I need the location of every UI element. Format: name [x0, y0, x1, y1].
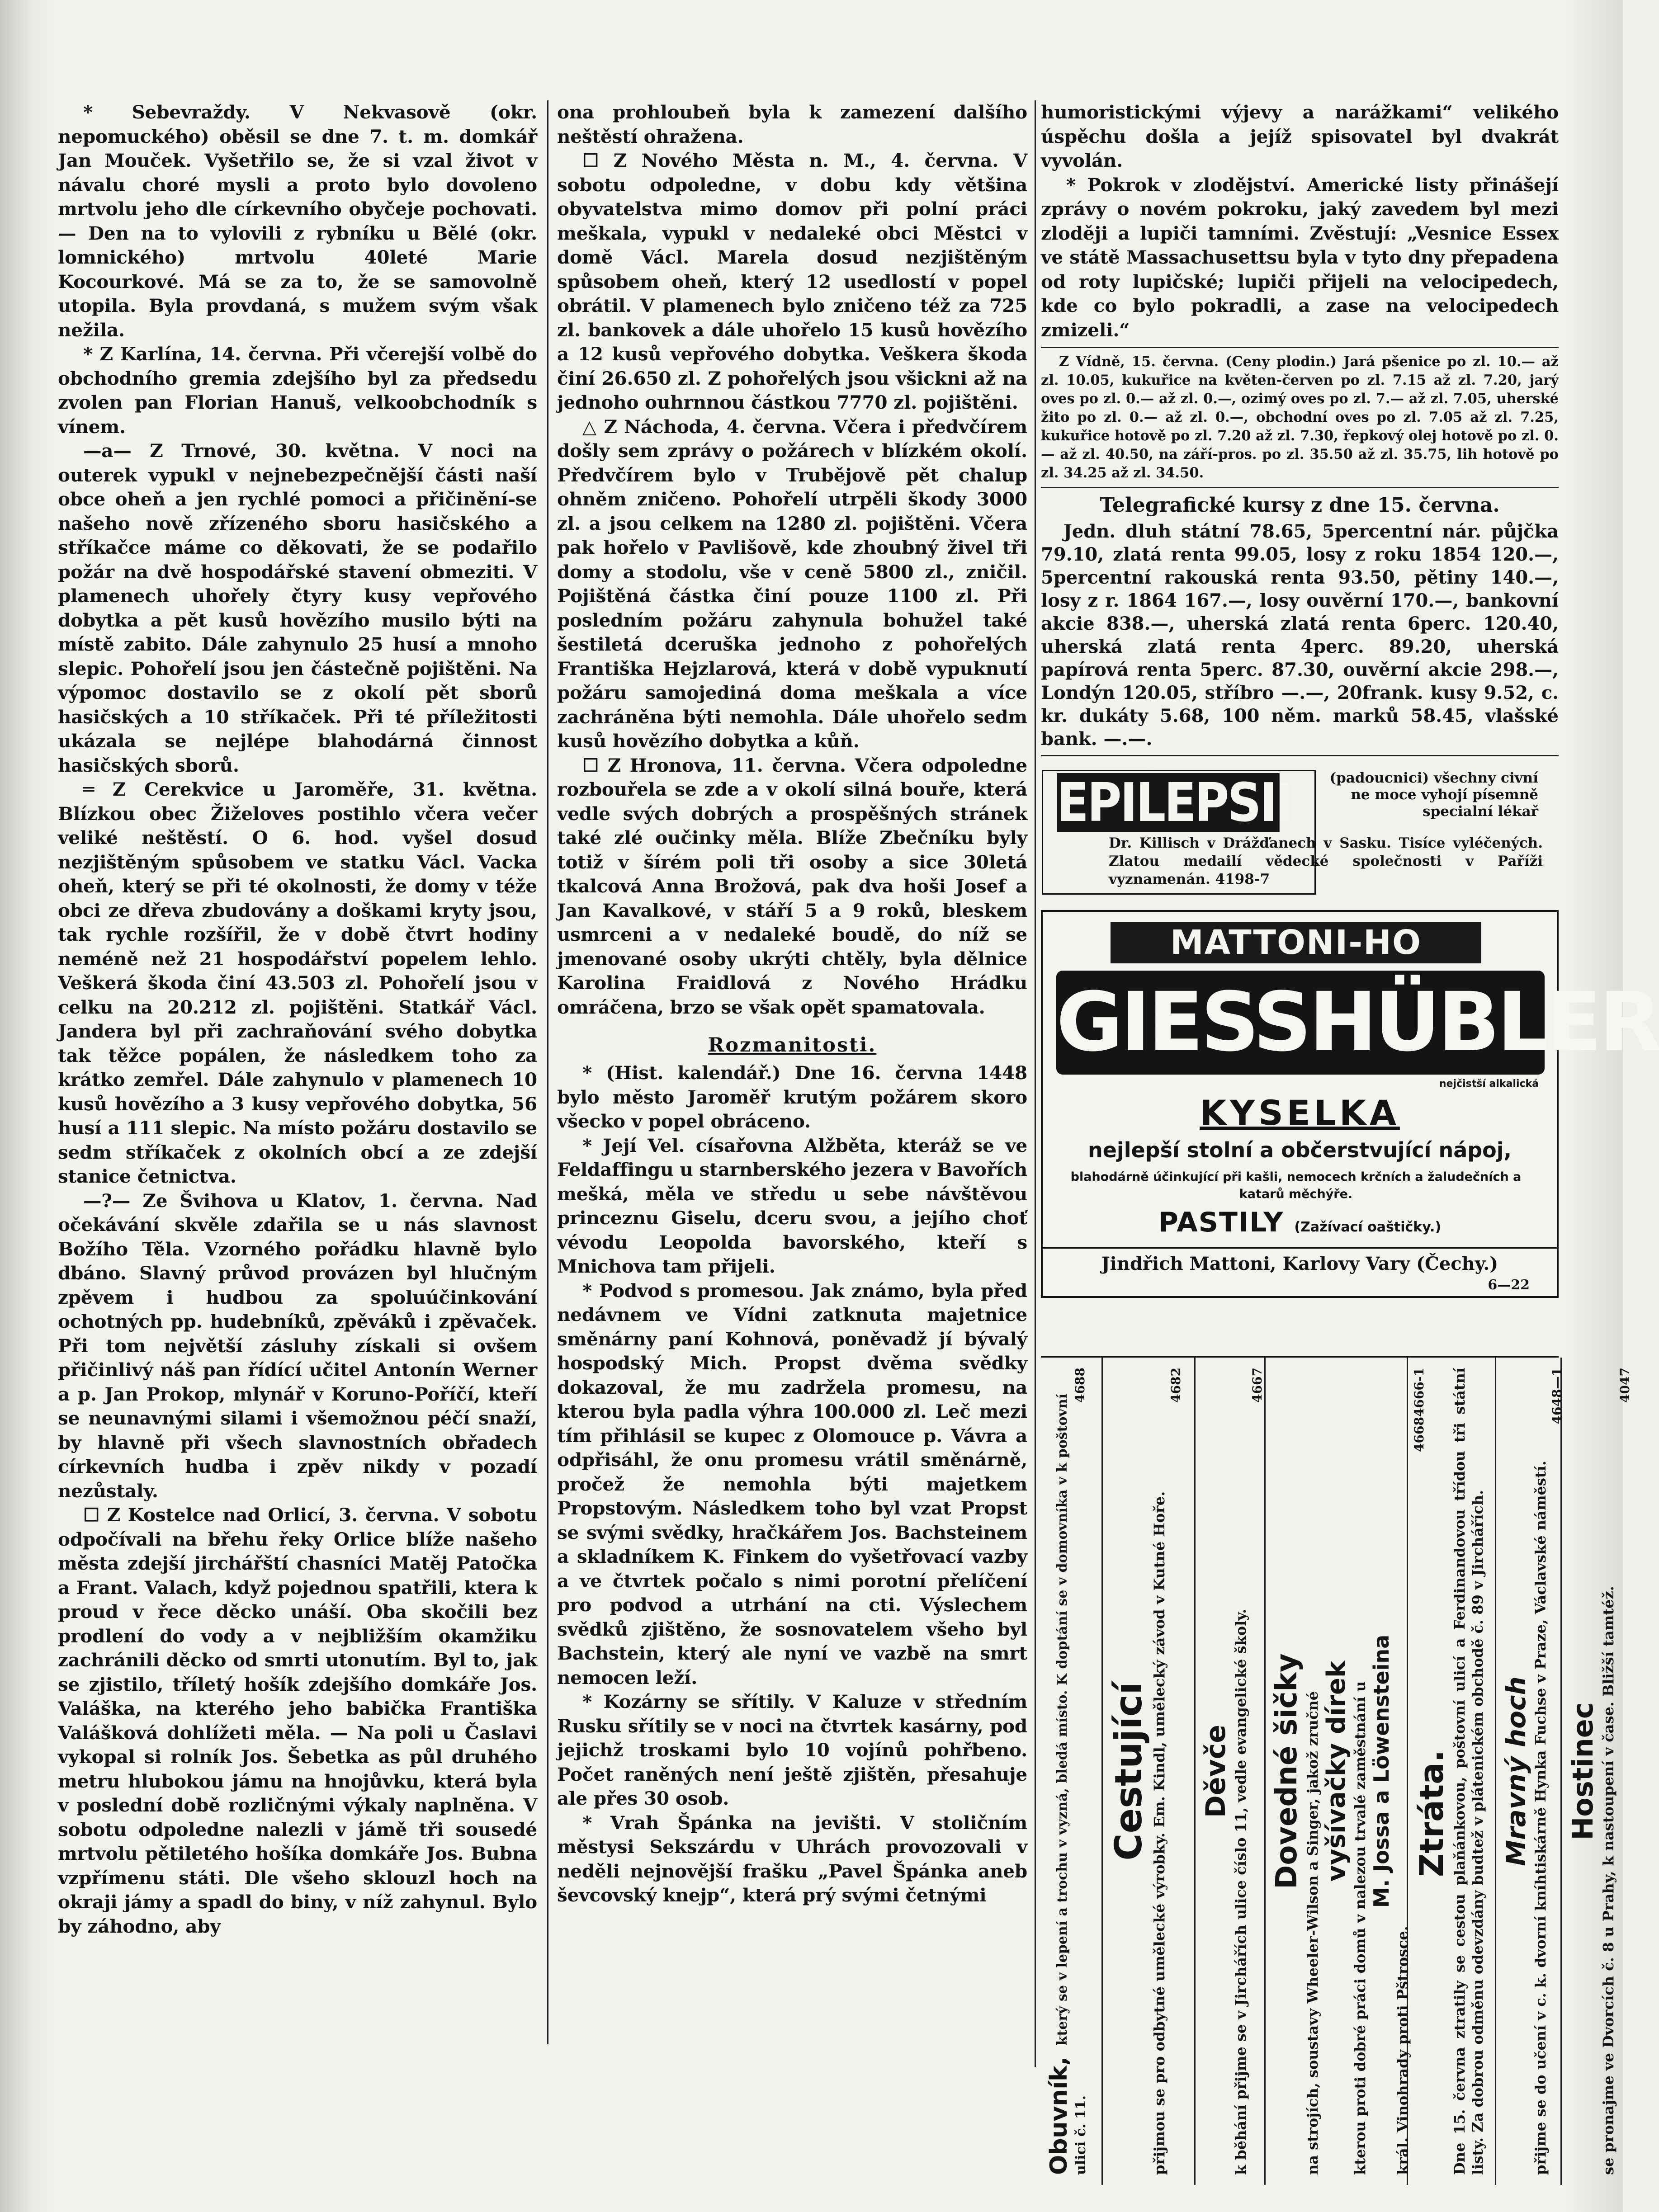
ad-ztrata — [1408, 1358, 1496, 2185]
ad-text: přijmou se pro odbytné umělecké výrobky. Em. Kindl, umělecký závod v Kutné Hoře. — [1151, 1491, 1168, 2175]
news-item-kostelec: ☐ Z Kostelce nad Orlicí, 3. června. V sobotu odpočívali na břehu řeky Orlice blíže našeho města zdejší jirchářští chasníci Matěj Patočka a Frant. Valach, když pojednou spatřili, ktera k proud v řece děcko unáší. Oba skočili bez prodlení do vody a v nejbližším okamžiku zachránili děcko od smrti utonutím. Byl to, jak se zjistilo, tříletý hošík zdejšího domkáře Jos. Valáška, na kterého jeho babička Františka Valášková dohlížeti měla. — Na poli u Časlavi vykopal si rolník Jos. Šebetka as půl druhého metru hlubokou jámu na hnojůvku, která byla v poslední době rozličnými výkaly naplněna. V sobotu odpoledne nalezli v jámě tři sousedé mrtvolu pětiletého hošíka domkáře Jos. Bubna vzpřímenu státi. Dle všeho sklouzl hoch na okraji jámy a spadl do biny, v níž zahynul. Bylo by záhodno, aby — [58, 1504, 537, 1937]
classified-ads — [1041, 1356, 1632, 2185]
ad-title: Cestující — [1107, 1682, 1150, 1861]
ad-title: Obuvník, — [1045, 2056, 1073, 2175]
divider — [1041, 487, 1559, 488]
news-item-nove-mesto: ☐ Z Nového Města n. M., 4. června. V sobotu odpoledne, v dobu kdy většina obyvatelstva mimo domov při polní práci meškala, vypukl v nedaleké obci Městci v domě Václ. Marela dosud nezjištěným spůsobem oheň, který 12 usedlostí v popel obrátil. V plamenech bylo zničeno též za 725 zl. bankovek a dále uhořelo 15 kusů hovězího a 12 kusů vepřového dobytka. Veškera škoda činí 26.650 zl. Z pohořelých jsou všickni až na jednoho ouhrnnou částkou 7770 zl. pojištěni. — [557, 150, 1027, 413]
news-item-cerekvice: ═ Z Cerekvice u Jaroměře, 31. května. Blízkou obec Žiželoves postihlo včera večer veliké neštěstí. O 6. hod. vyšel dosud nezjištěným spůsobem ve statku Václ. Vacka oheň, který se při té okolnosti, že domy v téže obci ze dřeva zbudovány a doškami kryty jsou, tak rychle rozšířil, že v době čtvrt hodiny neméně než 21 hospodářství popelem lehlo. Veškerá škoda činí 43.503 zl. Pohořelí jsou v celku na 20.212 zl. pojištěni. Statkář Václ. Jandera byl při zachraňování svého dobytka tak těžce popálen, že následkem toho za krátko zemřel. Dále zahynulo v plamenech 10 kusů hovězího a 3 kusy vepřového dobytka, 56 husí a 111 slepic. Na místo požáru dostavilo se sedm stříkaček z okolních obcí a ze zdejší stanice četnictva. — [58, 778, 537, 1187]
ad-mattoni-pastily-label: PASTILY — [1158, 1207, 1284, 1238]
ad-epilepsie-subtitle: (padoucnici) všechny civní ne moce vyhojí písemně specialní lékař — [1329, 770, 1538, 820]
misc-item-pokrok: * Pokrok v zlodějství. Americké listy přinášejí zprávy o novém pokroku, jaký zavedem byl mezi zloději a lupiči tamními. Zvěstují: „Vesnice Essex ve státě Massachusettsu byla v tyto dny přepadena od roty lupičské; lupiči přijeli na velocipedech, kde co bylo pokradli, a zase na velocipedech zmizeli.“ — [1041, 174, 1559, 341]
right-column — [1041, 100, 1659, 1353]
ad-title: M. Jossa a Löwensteina — [1369, 1634, 1394, 1908]
ad-text: král. Vinohrady proti Pštrosce. — [1394, 1926, 1411, 2175]
misc-item-spanek: * Vrah Špánka na jevišti. V stoličním městysi Sekszárdu v Uhrách provozovali v neděli nejnovější frašku „Pavel Špánka aneb ševcovský knejp“, která prý svými četnými — [557, 1811, 1027, 1906]
ad-text: který se v lepení a trochu v vyzná, bledá místo. K doptání se v domovníka v k poštovní ulici č. 11. — [1054, 1393, 1089, 2175]
ad-obuvnik — [1041, 1358, 1103, 2185]
ad-mattoni-note: nejčistší alkalická — [1439, 1078, 1539, 1089]
ad-mravny-hoch — [1496, 1358, 1562, 2185]
ad-mattoni-drink: nejlepší stolní a občerstvující nápoj, — [1087, 1138, 1512, 1162]
news-item-karlin: * Z Karlína, 14. června. Při včerejší volbě do obchodního gremia zdejšího byl za předsedu zvolen pan Florian Hanuš, velkoobchodník s vínem. — [58, 343, 537, 438]
ad-code: 4668 — [1412, 1417, 1427, 1452]
ad-epilepsie — [1041, 766, 1559, 902]
divider — [1041, 755, 1559, 756]
classified-ads-rotated — [1041, 1358, 1632, 2185]
column-divider — [547, 100, 548, 2044]
ad-hostinec — [1562, 1358, 1632, 2185]
ad-text: se pronajme ve Dvorcích č. 8 u Prahy, k nastoupení v čase. Bližší tamtéž. — [1600, 1586, 1617, 2175]
ad-mattoni-header: MATTONI-HO — [1111, 922, 1481, 963]
section-heading-rozmanitosti: Rozmanitosti. — [708, 1034, 877, 1056]
ad-code: 4666-1 — [1412, 1368, 1427, 1417]
ad-mattoni-code: 6—22 — [1488, 1277, 1530, 1293]
ad-title: Dovedné šičky — [1270, 1653, 1304, 1889]
ad-devce — [1196, 1358, 1266, 2185]
ad-mattoni-brand: GIESSHÜBLER — [1056, 971, 1545, 1075]
ad-cestujici — [1103, 1358, 1196, 2185]
ad-title: Hostinec — [1566, 1702, 1599, 1840]
ad-code: 4667 — [1250, 1368, 1265, 1403]
ad-mattoni-use: blahodárně účinkující při kašli, nemocech krčních a žaludečních a katarů měchýře. — [1070, 1170, 1522, 1201]
ad-title: Mravný hoch — [1501, 1676, 1531, 1866]
telegraph-heading: Telegrafické kursy z dne 15. června. — [1100, 494, 1500, 517]
news-item-svihov: —?— Ze Švihova u Klatov, 1. června. Nad očekávání skvěle zdařila se u nás slavnost Božího Těla. Vzorného pořádku hlavně bylo dbáno. Slavný průvod provázen byl hlučným zpěvem i hudbou za spoluúčinkování ochotných pp. hudebníků, zpěváků i zpěvaček. Při tom největší zásluhy získali si ovšem přičinlivý náš pan řídící učitel Antonín Werner a p. Jan Prokop, mlynář v Koruno-Poříčí, kteří se neunavnými silami i všemožnou péčí snaží, by hlavně při všech slavnostních obřadech církevních hudba i zpěv nikdy v pozadí nezůstaly. — [58, 1189, 537, 1502]
news-item-hronov: ☐ Z Hronova, 11. června. Včera odpoledne rozbouřela se zde a v okolí silná bouře, která vedle svých dobrých a prospěšných stránek také zlé oučinky měla. Blíže Zbečníku byly totiž v šírém poli tři osoby a sice 30letá tkalcová Anna Brožová, pak dva hoši Josef a Jan Kavalkové, v stáří 5 a 9 roků, bleskem usmrceni a v nedaleké boudě, do níž se jmenované osoby ukrýti chtěly, byla dělnice Karolina Fraidlová z Nového Hrádku omráčena, brzo se však opět spamatovala. — [557, 754, 1027, 1018]
ad-code: 4688 — [1073, 1368, 1087, 1403]
news-item-nachod: △ Z Náchoda, 4. června. Včera i předvčírem došly sem zprávy o požárech v blízkém okolí. Předvčírem bylo v Trubějově pět chalup ohněm zničeno. Pohořelí utrpěli škody 3000 zl. a jsou celkem na 1280 zl. pojištěni. Včera pak hořelo v Pavlišově, kde zhoubný živel tři domy a stodolu, vše v ceně 5800 zl., zničil. Pojištěná částka činí pouze 1100 zl. Při posledním požáru zahynula bohužel také šestiletá dceruška jednoho z pohořelých Františka Hejzlarová, která v době vypuknutí požáru samojediná doma meškala a více zachráněna býti nemohla. Dále uhořelo sedm kusů hovězího dobytka a kůň. — [557, 415, 1027, 752]
ad-mattoni — [1041, 910, 1659, 1298]
news-item-sebevrazdy: * Sebevraždy. V Nekvasově (okr. nepomuckého) oběsil se dne 7. t. m. domkář Jan Mouček. Vyšetřilo se, že si vzal život v návalu choré mysli a proto bylo dovoleno mrtvolu jeho dle církevního obyčeje pochovati. — Den na to vylovili z rybníku u Bělé (okr. lomnického) mrtvolu 40leté Marie Kocourkové. Má se za to, že se samovolně utopila. Byla provdaná, s mužem svým však nežila. — [58, 101, 537, 341]
left-column — [58, 100, 537, 2180]
misc-item-podvod: * Podvod s promesou. Jak známo, byla před nedávnem ve Vídni zatknuta majetnice směnárny paní Kohnová, poněvadž jí bývalý hospodský Mich. Propst dvěma svědky dokazoval, že mu zadržela promesu, na kterou byla padla výhra 100.000 zl. Leč mezi tím přihlásil se kupec z Olomouce p. Vávra a odpřisáhl, že onu promesu vrátil směnárně, pročež že nemohla býti majetkem Propstovým. Následkem toho byl vzat Propst se svými svědky, hračkářem Jos. Bachsteinem a skladníkem K. Finkem do vyšetřovací vazby a ve čtvrtek počalo s nimi porotní přelíčení pro podvod a utrhání na cti. Výslechem svědků zjištěno, že sosnovatelem všeho byl Bachstein, který ale nyní ve vazbě na smrt nemocen leží. — [557, 1279, 1027, 1688]
news-item-continuation: ona prohloubeň byla k zamezení dalšího neštěstí ohražena. — [557, 101, 1027, 147]
divider — [1041, 347, 1559, 348]
ad-mattoni-pastily — [1043, 1207, 1557, 1238]
misc-item-alzbeta: * Její Vel. císařovna Alžběta, kteráž se ve Feldaffingu u starnberského jezera v Bavořích mešká, měla ve středu u sebe návštěvou princeznu Giselu, dceru svou, a jejího choť vévodu Leopolda bavorského, kteří s Mnichova tam přijeli. — [557, 1134, 1027, 1277]
ad-sicky — [1266, 1358, 1427, 2185]
ad-mattoni-pastily-note: (Zažívací oaštičky.) — [1294, 1219, 1442, 1235]
ad-text: na strojích, soustavy Wheeler-Wilson a Singer, jakož zručné — [1304, 1691, 1321, 2175]
column-divider — [1035, 100, 1036, 2067]
ad-code: 4047 — [1617, 1368, 1632, 1403]
ad-code: 4682 — [1168, 1368, 1183, 1403]
ad-title: Děvče — [1200, 1725, 1232, 1818]
misc-item-continuation: humoristickými výjevy a narážkami“ velikého úspěchu došla a jejíž spisovatel byl dvakrát vyvolán. — [1041, 101, 1559, 171]
ad-mattoni-firm: Jindřich Mattoni, Karlovy Vary (Čechy.) — [1043, 1247, 1557, 1274]
ad-text: Dne 15. června ztratily se cestou plaňánkovou, poštovní ulicí a Ferdinandovou třídou tři státní listy. Za dobrou odměnu odevzdány budtež v plátenickém obchodě č. 89 v Jirchářích. — [1451, 1368, 1486, 2175]
ad-mattoni-kyselka: KYSELKA — [1200, 1093, 1400, 1133]
misc-item-kasarny: * Kozárny se sřítily. V Kaluze v středním Rusku sřítily se v noci na čtvrtek kasárny, pod jejichž troskami bylo 10 vojínů pohřbeno. Počet raněných není ještě zjištěn, přesahuje ale přes 30 osob. — [557, 1691, 1027, 1809]
misc-item-kalendar: * (Hist. kalendář.) Dne 16. června 1448 bylo město Jaroměř krutým požárem skoro všecko v popel obráceno. — [557, 1062, 1027, 1132]
grain-prices: Z Vídně, 15. června. (Ceny plodin.) Jará pšenice po zl. 10.— až zl. 10.05, kukuřice na květen-červen po zl. 7.15 až zl. 7.20, jarý oves po zl. 0.— až zl. 0.—, ozimý oves po zl. 7.— až zl. 7.05, uherské žito po zl. 0.— až zl. 0.—, obchodní oves po zl. 7.05 až zl. 7.25, kukuřice hotově po zl. 7.20 až zl. 7.30, řepkový olej hotově po zl. 0.— až zl. 40.50, na září-pros. po zl. 35.50 až zl. 35.75, lih hotově po zl. 34.25 až zl. 34.50. — [1041, 354, 1559, 481]
ad-text: kterou proti dobré práci domů v nalezou trvalé zaměstnání u — [1352, 1681, 1369, 2175]
middle-column — [557, 100, 1027, 2180]
ad-title: vyšívačky dírek — [1322, 1660, 1351, 1882]
ad-text: přijme se do učení v c. k. dvorní kníhtiskárně Hynka Fuchse v Praze, Václavské náměstí. — [1532, 1460, 1549, 2175]
telegraph-rates: Jedn. dluh státní 78.65, 5percentní nár. půjčka 79.10, zlatá renta 99.05, losy z roku 1854 120.—, 5percentní rakouská renta 93.50, pětiny 140.—, losy z r. 1864 167.—, losy ouvěrní 170.—, bankovní akcie 838.—, uherská zlatá renta 6perc. 120.40, uherská zlatá renta 4perc. 89.20, uherská papírová renta 5perc. 87.30, ouvěrní akcie 298.—, Londýn 120.05, stříbro —.—, 20frank. kusy 9.52, c. kr. dukáty 5.68, 100 něm. marků 58.45, vlašské bank. —.—. — [1041, 521, 1559, 750]
ad-code: 4648—1 — [1550, 1368, 1564, 1424]
ad-epilepsie-body: Dr. Killisch v Drážďanech v Sasku. Tisíce vyléčených. Zlatou medailí vědecké společnosti v Paříži vyznamenán. 4198-7 — [1109, 835, 1543, 887]
ad-epilepsie-title: EPILEPSII — [1057, 771, 1292, 834]
ad-title: Ztráta. — [1413, 1750, 1451, 1877]
ad-text: k běhání přijme se v Jirchářích ulice číslo 11, vedle evangelické školy. — [1232, 1608, 1249, 2175]
news-item-trnova: —a— Z Trnové, 30. května. V noci na outerek vypukl v nejnebezpečnější části naší obce oheň a jen rychlé pomoci a přičinění-se našeho nově zřízeného sboru hasičského a stříkačce máme co děkovati, že se podařilo požár na dvě hospodářské stavení obmeziti. V plamenech uhořely čtyry kusy vepřového dobytka a pět kusů hovězího musilo býti na místě zabito. Dále zahynulo 25 husí a mnoho slepic. Pohořelí jsou jen částečně pojištěni. Na výpomoc dostavilo se z okolí pět sborů hasičských a 10 stříkaček. Při té příležitosti ukázala se nejlépe blahodárná činnost hasičských sborů. — [58, 440, 537, 776]
